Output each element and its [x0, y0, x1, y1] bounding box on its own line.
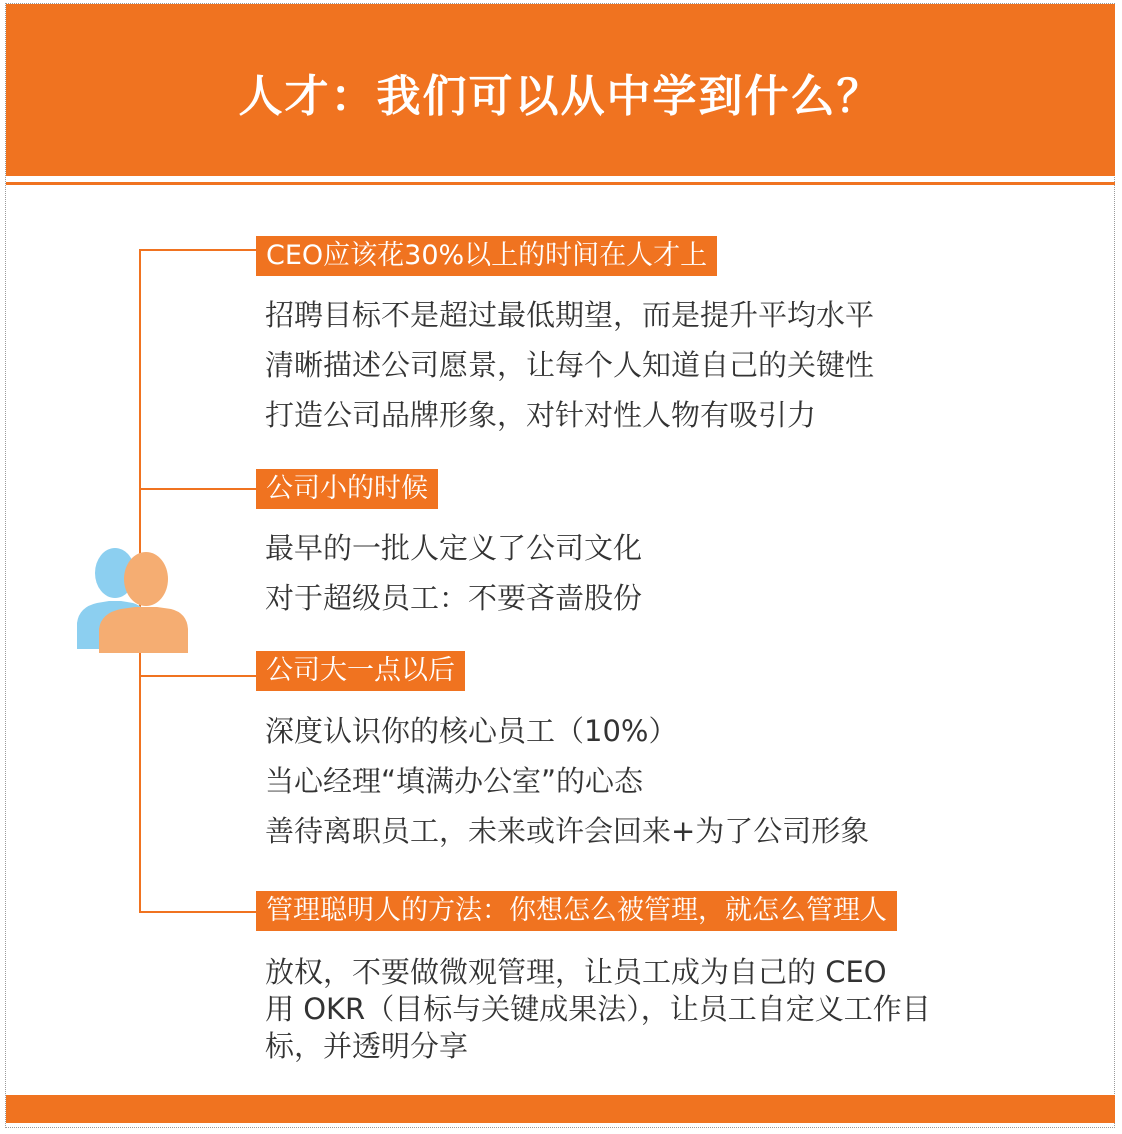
list-item: 当心经理“填满办公室”的心态: [265, 764, 644, 798]
people-icon: [75, 545, 190, 655]
section-tag-small-company: 公司小的时候: [256, 469, 438, 509]
section-tag-manage-smart-people: 管理聪明人的方法：你想怎么被管理，就怎么管理人: [256, 891, 897, 931]
section-tag-larger-company: 公司大一点以后: [256, 651, 465, 691]
section-tag-ceo-time: CEO应该花30%以上的时间在人才上: [256, 236, 717, 276]
branch-line-3: [139, 675, 257, 677]
header-banner: [6, 4, 1115, 176]
list-item: 放权，不要做微观管理，让员工成为自己的 CEO: [265, 955, 887, 989]
header-divider: [6, 182, 1115, 185]
branch-line-4: [139, 911, 257, 913]
list-item: 清晰描述公司愿景，让每个人知道自己的关键性: [265, 348, 875, 382]
list-item: 善待离职员工，未来或许会回来+为了公司形象: [265, 814, 870, 848]
branch-line-1: [139, 249, 257, 251]
section-items-manage-smart-people: [265, 954, 985, 1065]
list-item: 最早的一批人定义了公司文化: [265, 531, 643, 565]
section-items-small-company: [265, 523, 642, 623]
footer-bar: [6, 1095, 1115, 1123]
list-item: 打造公司品牌形象，对针对性人物有吸引力: [265, 398, 817, 432]
page-title: 人才：我们可以从中学到什么？: [238, 71, 883, 122]
list-item: 深度认识你的核心员工（10%）: [265, 714, 678, 748]
branch-line-2: [139, 488, 257, 490]
list-item: 招聘目标不是超过最低期望，而是提升平均水平: [265, 298, 875, 332]
section-items-larger-company: [265, 706, 869, 856]
list-item: 用 OKR（目标与关键成果法），让员工自定义工作目标，并透明分享: [265, 992, 931, 1063]
list-item: 对于超级员工：不要吝啬股份: [265, 581, 643, 615]
section-items-ceo-time: [265, 290, 874, 440]
